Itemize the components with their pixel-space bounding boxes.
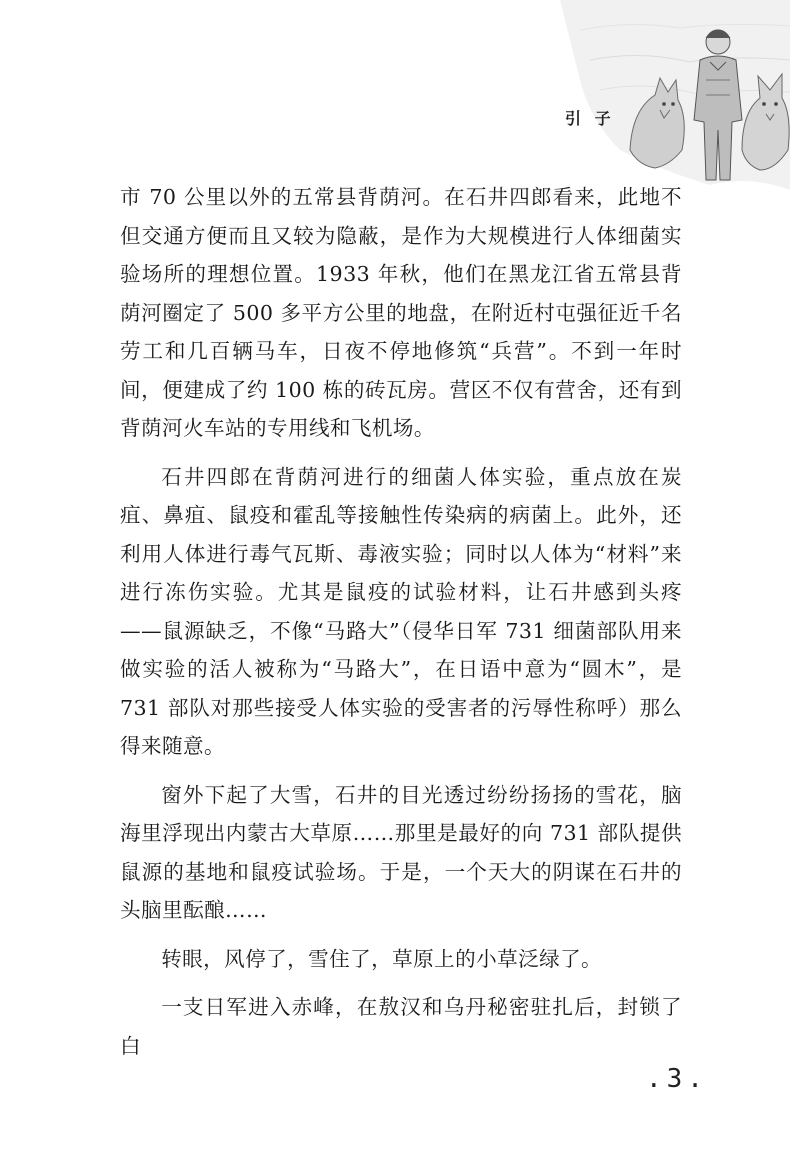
section-title: 引 子 bbox=[565, 109, 615, 128]
header-illustration bbox=[560, 0, 790, 190]
page-number: .3. bbox=[646, 1064, 708, 1094]
paragraph-2: 石井四郎在背荫河进行的细菌人体实验，重点放在炭疽、鼻疽、鼠疫和霍乱等接触性传染病的病菌上。此外，还利用人体进行毒气瓦斯、毒液实验；同时以人体为“材料”来进行冻伤实验。尤其是鼠疫的试验材料，让石井感到头疼——鼠源缺乏，不像“马路大”（侵华日军 731 细菌部队用来做实验的活人被称为“马路大”，在日语中意为“圆木”，是 731 部队对那些接受人体实验的受害者的污辱性称呼）那么得来随意。 bbox=[120, 464, 682, 758]
paragraph-5: 一支日军进入赤峰，在敖汉和乌丹秘密驻扎后，封锁了白 bbox=[120, 995, 682, 1058]
paragraph-1: 市 70 公里以外的五常县背荫河。在石井四郎看来，此地不但交通方便而且又较为隐蔽，是作为大规模进行人体细菌实验场所的理想位置。1933 年秋，他们在黑龙江省五常县背荫河圈定了 500 多平方公里的地盘，在附近村屯强征近千名劳工和几百辆马车，日夜不停地修筑“兵营”。不到一年时间，便建成了约 100 栋的砖瓦房。营区不仅有营舍，还有到背荫河火车站的专用线和飞机场。 bbox=[120, 185, 682, 440]
paragraph-4: 转眼，风停了，雪住了，草原上的小草泛绿了。 bbox=[161, 946, 603, 971]
paragraph-3: 窗外下起了大雪，石井的目光透过纷纷扬扬的雪花，脑海里浮现出内蒙古大草原……那里是最好的向 731 部队提供鼠源的基地和鼠疫试验场。于是，一个天大的阴谋在石井的头脑里酝酿…… bbox=[120, 782, 682, 922]
body-text bbox=[120, 178, 682, 1075]
